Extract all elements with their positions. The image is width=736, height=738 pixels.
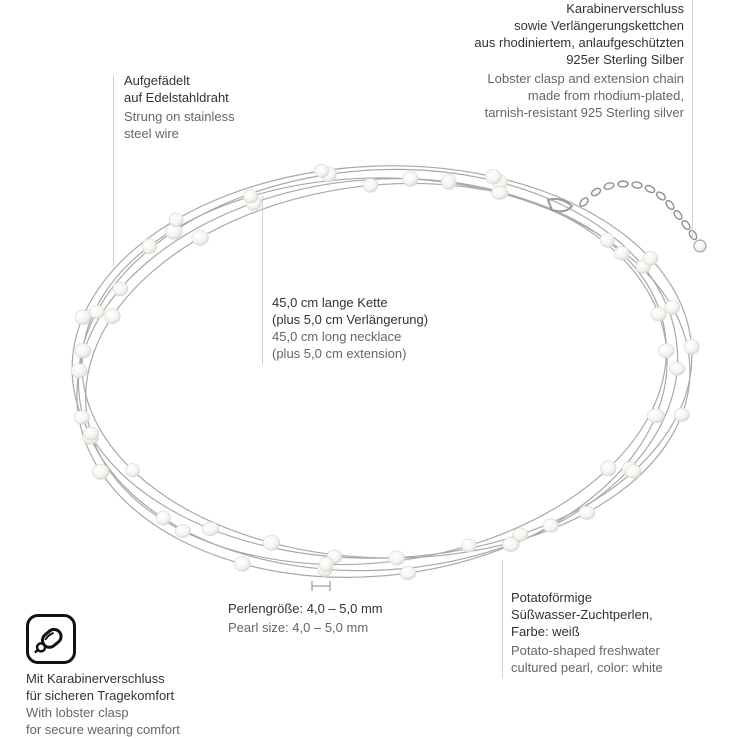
pearl [647, 409, 664, 423]
pearl [156, 511, 170, 525]
chain-link [632, 181, 643, 188]
pearl [658, 344, 674, 358]
pearl [192, 231, 209, 246]
wire-annotation [124, 72, 324, 142]
clasp-de-2: sowie Verlängerungskettchen [514, 18, 684, 33]
pearl [441, 174, 456, 189]
pearl [615, 246, 630, 260]
chain-link [688, 229, 698, 241]
pearl [92, 464, 109, 479]
chain-link [665, 199, 676, 211]
clasp-leader-line [692, 0, 693, 240]
clasp-de-1: Karabinerverschluss [566, 1, 684, 16]
pearl [202, 522, 219, 536]
pearl [234, 556, 250, 571]
pearl-size-marker [312, 581, 330, 591]
pearl [319, 557, 333, 571]
pearl [315, 164, 329, 177]
pearl [363, 179, 378, 193]
pearl [84, 427, 99, 440]
pearl-type-annotation [511, 589, 733, 676]
pearl [579, 506, 595, 519]
length-de-2: (plus 5,0 cm Verlängerung) [272, 312, 429, 327]
clasp-annotation [354, 0, 684, 121]
pearl [513, 528, 528, 541]
clasp-de-4: 925er Sterling Silber [566, 52, 684, 67]
pearl [263, 535, 279, 550]
wire-leader-line [113, 76, 114, 266]
pearl [674, 408, 689, 422]
pearl [600, 233, 614, 247]
lobster-annotation [26, 670, 276, 738]
pearl [643, 251, 658, 265]
chain-link [644, 184, 656, 194]
chain-link [590, 187, 602, 198]
pearl-size-annotation [228, 600, 468, 636]
chain-end-pearl [694, 240, 706, 252]
pearl [142, 239, 157, 254]
pearl [400, 566, 416, 579]
pearl [626, 465, 641, 479]
lobster-clasp-icon [26, 614, 76, 664]
pearl [74, 410, 89, 424]
wire-de-2: auf Edelstahldraht [124, 90, 229, 105]
pearl [75, 343, 91, 358]
clasp-en-2: made from rhodium-plated, [527, 88, 684, 103]
wire-strand [61, 147, 692, 601]
wire-en-1: Strung on stainless [124, 109, 235, 124]
clasp-en-3: tarnish-resistant 925 Sterling silver [484, 105, 684, 120]
pearl [491, 186, 508, 199]
chain-link [603, 182, 614, 191]
pearl [601, 461, 617, 476]
pearl [71, 364, 87, 378]
chain-link [681, 219, 692, 231]
pearl-type-en-2: cultured pearl, color: white [511, 660, 663, 675]
pearl [244, 190, 258, 203]
wire-strand [57, 150, 687, 606]
length-de-1: 45,0 cm lange Kette [272, 295, 388, 310]
pearl-type-de-2: Süßwasser-Zuchtperlen, [511, 607, 653, 622]
pearl [665, 300, 680, 314]
length-leader-line [262, 196, 263, 364]
pearl [89, 305, 104, 318]
clasp-en-1: Lobster clasp and extension chain [487, 71, 684, 86]
pearl [684, 339, 699, 354]
length-en-1: 45,0 cm long necklace [272, 329, 402, 344]
pearl [175, 524, 190, 537]
lobster-de-2: für sicheren Tragekomfort [26, 688, 175, 703]
lobster-en-1: With lobster clasp [26, 705, 129, 720]
pearl [113, 282, 128, 296]
chain-link [655, 191, 667, 202]
lobster-de-1: Mit Karabinerverschluss [26, 671, 165, 686]
pearl-size-en: Pearl size: 4,0 – 5,0 mm [228, 620, 369, 635]
pearl [462, 539, 477, 552]
pearl [485, 169, 501, 184]
pearl [75, 310, 90, 325]
wire-en-2: steel wire [124, 126, 179, 141]
chain-link [618, 181, 628, 187]
chain-link [673, 209, 684, 221]
pearl-type-de-3: Farbe: weiß [511, 624, 580, 639]
wire-strands [57, 147, 699, 606]
pearl [389, 551, 405, 565]
pearl [651, 307, 667, 321]
pearl [669, 362, 685, 375]
pearl-type-de-1: Potatoförmige [511, 590, 592, 605]
pearl [543, 519, 558, 533]
pearl [403, 171, 419, 186]
wire-de-1: Aufgefädelt [124, 73, 190, 88]
length-annotation [272, 294, 512, 362]
pearl-type-leader-line [502, 560, 503, 678]
pearl [126, 464, 140, 477]
clasp-de-3: aus rhodiniertem, anlaufgeschützten [474, 35, 684, 50]
chain-link [578, 196, 589, 207]
lobster-en-2: for secure wearing comfort [26, 722, 180, 737]
lobster-clasp [548, 199, 572, 211]
pearl [169, 213, 183, 227]
wire-strand [65, 155, 698, 568]
pearl [105, 309, 120, 324]
wire-strand [65, 150, 691, 591]
length-en-2: (plus 5,0 cm extension) [272, 346, 407, 361]
pearl-type-en-1: Potato-shaped freshwater [511, 643, 660, 658]
pearl-size-de: Perlengröße: 4,0 – 5,0 mm [228, 601, 383, 616]
